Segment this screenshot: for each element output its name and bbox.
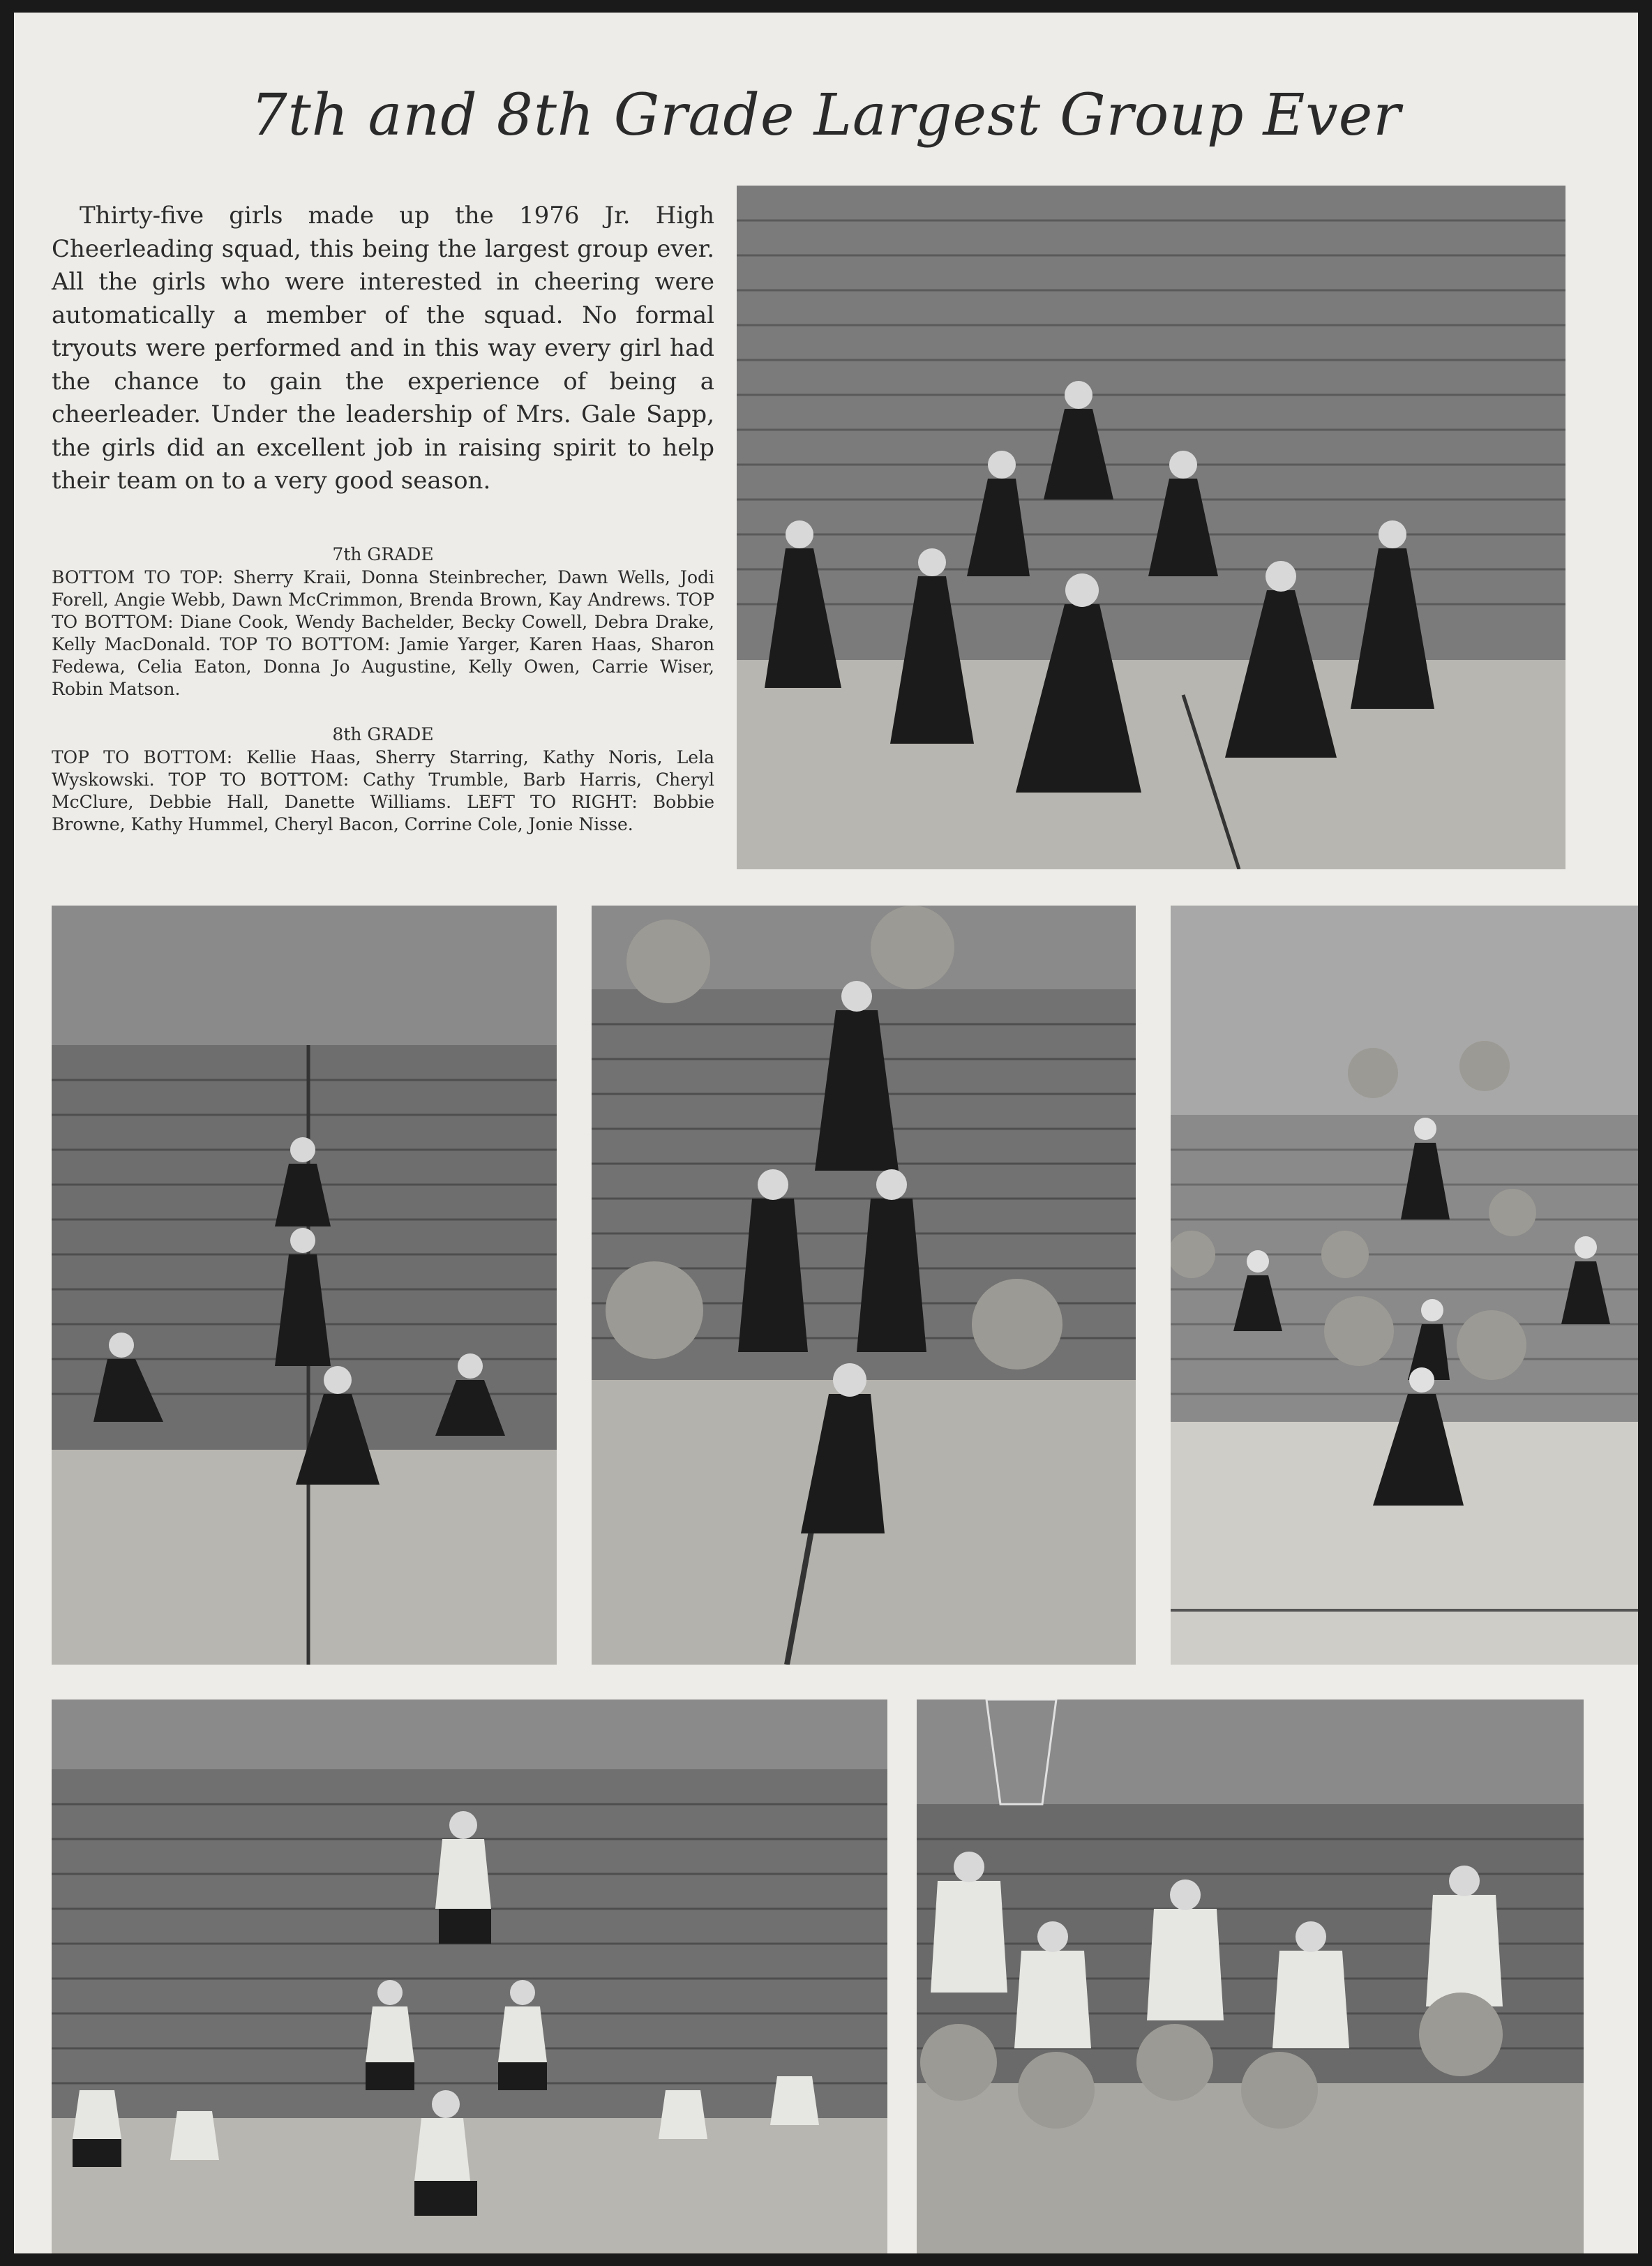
- photo-pyramid-left: [52, 906, 557, 1665]
- photo-pompon-stunt: [592, 906, 1136, 1665]
- intro-paragraph: Thirty-five girls made up the 1976 Jr. High Cheerleading squad, this being the largest group ever. All the girls who were interested in cheering were automatically a member of the squad. No formal tryouts were performed and in this way every girl had the chance to gain the experience of being a cheerleader. Under the leadership of Mrs. Gale Sapp, the girls did an excellent job in raising spirit to help their team on to a very good season.: [52, 202, 714, 495]
- grade7-heading: 7th GRADE: [332, 544, 434, 564]
- grade8-caption: TOP TO BOTTOM: Kellie Haas, Sherry Starring, Kathy Noris, Lela Wyskowski. TOP TO BOTTOM: Cathy Trumble, Barb Harris, Cheryl McClure, Debbie Hall, Danette Williams. LEFT TO RIGHT: Bobbie Browne, Kathy Hummel, Cheryl Bacon, Corrine Cole, Jonie Nisse.: [52, 747, 714, 834]
- grade8-heading: 8th GRADE: [332, 724, 434, 744]
- photo-8th-grade-pyramid: [52, 1700, 887, 2253]
- grade7-caption: BOTTOM TO TOP: Sherry Kraii, Donna Steinbrecher, Dawn Wells, Jodi Forell, Angie Webb, Dawn McCrimmon, Brenda Brown, Kay Andrews. TOP TO BOTTOM: Diane Cook, Wendy Bachelder, Becky Cowell, Debra Drake, Kelly MacDonald. TOP TO BOTTOM: Jamie Yarger, Karen Haas, Sharon Fedewa, Celia Eaton, Donna Jo Augustine, Kelly Owen, Carrie Wiser, Robin Matson.: [52, 567, 714, 699]
- photo-8th-grade-group: [917, 1700, 1584, 2253]
- page-title: 7th and 8th Grade Largest Group Ever: [250, 82, 1402, 149]
- yearbook-page: [14, 13, 1638, 2253]
- photo-pompon-pyramid-right: [1171, 906, 1638, 1665]
- photo-7th-grade-pyramid: [737, 186, 1565, 869]
